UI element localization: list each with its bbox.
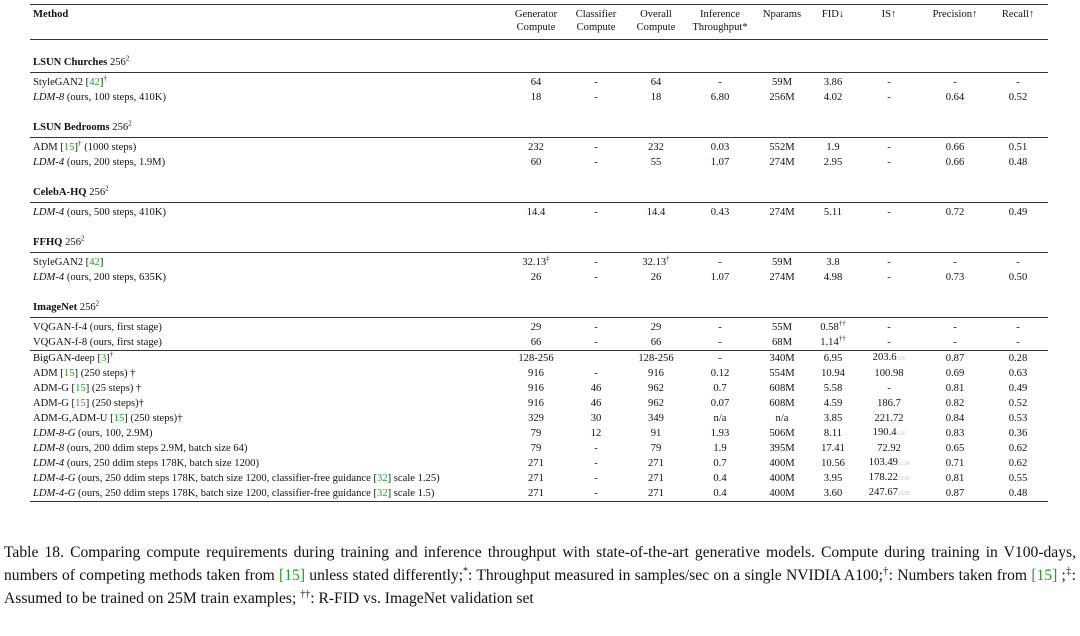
gen-compute-cell: 271 [528,473,544,484]
fid-cell: 1.9 [826,142,840,153]
fid-cell: 4.59 [823,398,843,409]
cls-compute-cell: - [594,337,598,348]
recall-cell: 0.49 [1008,383,1028,394]
gen-compute-cell: 271 [506,486,566,502]
fid-cell: 5.11 [823,207,843,218]
table-caption: Table 18. Comparing compute requirements during training and inference throughput with state-of-the-art generative models. Compute during training in V100-days, numbers of competing methods taken from [15] unless stated differently;*: Throughput measured in samples/sec on a single NVIDIA A100;†: Numbers taken from [15] ;‡: Assumed to be trained on 25M train examples; ††: R-FID vs. ImageNet validation set [4,544,1076,607]
cls-compute-cell: - [566,486,626,502]
cls-compute-cell: 30 [590,413,602,424]
overall-compute-cell: 32.13† [642,254,670,268]
overall-compute-cell: 271 [626,486,686,502]
header-method: Method [30,5,506,40]
citation-link[interactable]: [15] [1031,567,1058,584]
precision-cell: - [953,257,957,268]
recall-cell: 0.62 [1008,443,1028,454]
recall-cell: 0.63 [1008,368,1028,379]
throughput-cell: 6.80 [710,92,730,103]
throughput-cell: - [686,351,754,367]
cls-compute-cell: - [594,142,598,153]
method-cell: LDM-4 (ours, 500 steps, 410K) [33,207,167,218]
section-title: FFHQ $256^2$ [30,220,1048,253]
is-cell: - [887,257,891,268]
table-row [30,203,1048,221]
citation-link[interactable]: 3 [100,353,107,364]
overall-compute-cell: 64 [650,77,662,88]
cls-compute-cell: - [594,458,598,469]
fid-cell: 0.58†† [820,319,846,333]
citation-link[interactable]: 15 [63,142,75,153]
gen-compute-cell: 29 [530,322,542,333]
precision-cell: 0.69 [945,368,965,379]
precision-cell: 0.81 [945,383,965,394]
fid-cell: 4.02 [823,92,843,103]
fid-cell: 8.11 [823,428,843,439]
method-cell: StyleGAN2 [42]† [33,74,107,88]
overall-compute-cell: 14.4 [646,207,666,218]
nparams-cell: 608M [769,383,795,394]
throughput-cell: 1.93 [710,428,730,439]
table-row [30,486,1048,502]
cls-compute-cell: - [594,443,598,454]
nparams-cell: 68M [771,337,792,348]
gen-compute-cell: 128-256 [506,351,566,367]
is-cell: 72.92 [877,443,901,454]
nparams-cell: n/a [775,413,789,424]
citation-link[interactable]: 32 [377,473,388,484]
precision-cell: 0.87 [922,351,988,367]
method-cell: BigGAN-deep [3]† [30,351,506,367]
overall-compute-cell: 66 [650,337,662,348]
table-row [30,366,1048,381]
throughput-cell: 0.03 [710,142,730,153]
cls-compute-cell: - [594,207,598,218]
precision-cell: 0.81 [945,473,965,484]
recall-cell: 0.51 [1008,142,1028,153]
citation-link[interactable]: 32 [377,488,388,499]
fid-cell: 6.95 [810,351,856,367]
cls-compute-cell: 46 [590,383,602,394]
method-cell: ADM-G,ADM-U [15] (250 steps)† [33,413,183,424]
throughput-cell: 0.07 [710,398,730,409]
is-cell: 203.6±2.6 [856,351,922,367]
gen-compute-cell: 271 [528,458,544,469]
overall-compute-cell: 55 [650,157,662,168]
gen-compute-cell: 64 [530,77,542,88]
overall-compute-cell: 18 [650,92,662,103]
nparams-cell: 395M [769,443,795,454]
precision-cell: 0.87 [922,486,988,502]
is-cell: 221.72 [874,413,904,424]
is-cell: - [887,207,891,218]
nparams-cell: 608M [769,398,795,409]
is-cell: - [887,337,891,348]
method-cell: ADM [15]† (1000 steps) [33,139,137,153]
table-body [30,40,1048,502]
cls-compute-cell [566,351,626,367]
header-recall: Recall↑ [988,5,1048,40]
throughput-cell: 0.7 [713,458,727,469]
throughput-cell: - [718,337,722,348]
overall-compute-cell: 349 [648,413,664,424]
method-cell: LDM-4 (ours, 200 steps, 635K) [33,272,167,283]
table-row [30,318,1048,336]
gen-compute-cell: 26 [530,272,542,283]
nparams-cell: 400M [769,458,795,469]
gen-compute-cell: 32.13‡ [522,254,550,268]
std-dev-label: ±1.24 [897,461,910,467]
method-cell: LDM-4-G (ours, 250 ddim steps 178K, batch size 1200, classifier-free guidance [32] scale 1.5) [30,486,506,502]
nparams-cell: 400M [754,486,810,502]
nparams-cell: 340M [754,351,810,367]
throughput-cell: - [718,77,722,88]
gen-compute-cell: 79 [530,443,542,454]
std-dev-label: ±2.6 [896,431,906,437]
is-cell: - [887,92,891,103]
method-cell: LDM-8 (ours, 100 steps, 410K) [33,92,167,103]
table-row [30,441,1048,456]
recall-cell: 0.49 [1008,207,1028,218]
overall-compute-cell: 271 [648,458,664,469]
cls-compute-cell: - [594,368,598,379]
throughput-cell: 0.12 [710,368,730,379]
gen-compute-cell: 329 [528,413,544,424]
recall-cell: 0.36 [1008,428,1028,439]
throughput-cell: 1.9 [713,443,727,454]
is-cell: - [887,77,891,88]
cls-compute-cell: - [594,272,598,283]
throughput-cell: 0.7 [713,383,727,394]
recall-cell: 0.52 [1008,398,1028,409]
section-header-row [30,170,1048,203]
recall-cell: 0.52 [1008,92,1028,103]
precision-cell: 0.83 [945,428,965,439]
citation-link[interactable]: 15 [113,413,125,424]
throughput-cell: 0.4 [686,486,754,502]
table-row [30,381,1048,396]
table-row [30,138,1048,156]
fid-cell: 3.85 [823,413,843,424]
table-row [30,411,1048,426]
fid-cell: 2.95 [823,157,843,168]
table-row [30,351,1048,367]
header-precision: Precision↑ [922,5,988,40]
precision-cell: 0.71 [945,458,965,469]
citation-link[interactable]: 42 [89,257,100,268]
is-cell: 100.98 [874,368,904,379]
fid-cell: 17.41 [821,443,845,454]
header-is: IS↑ [856,5,922,40]
recall-cell: 0.53 [1008,413,1028,424]
nparams-cell: 59M [771,257,792,268]
method-cell: LDM-8-G (ours, 100, 2.9M) [33,428,153,439]
gen-compute-cell: 232 [528,142,544,153]
cls-compute-cell: - [594,473,598,484]
std-dev-label: ±2.43 [897,476,910,482]
method-cell: LDM-4-G (ours, 250 ddim steps 178K, batch size 1200, classifier-free guidance [32] scale 1.25) [33,473,440,484]
fid-cell: 4.98 [823,272,843,283]
gen-compute-cell: 66 [530,337,542,348]
overall-compute-cell: 91 [650,428,662,439]
section-header-row [30,105,1048,138]
overall-compute-cell: 128-256 [626,351,686,367]
is-cell: 190.4±2.6 [872,427,906,438]
overall-compute-cell: 916 [648,368,664,379]
recall-cell: 0.48 [1008,157,1028,168]
nparams-cell: 274M [769,272,795,283]
nparams-cell: 552M [769,142,795,153]
nparams-cell: 554M [769,368,795,379]
fid-cell: 10.56 [821,458,845,469]
cls-compute-cell: - [594,92,598,103]
recall-cell: 0.48 [988,486,1048,502]
recall-cell: 0.28 [988,351,1048,367]
citation-link[interactable]: 15 [75,383,86,394]
is-cell: 186.7 [877,398,901,409]
gen-compute-cell: 14.4 [526,207,546,218]
gen-compute-cell: 18 [530,92,542,103]
citation-link[interactable]: 15 [63,368,75,379]
header-classifier-compute: Classifier Compute [566,5,626,40]
nparams-cell: 256M [769,92,795,103]
precision-cell: 0.73 [945,272,965,283]
throughput-cell: 1.07 [710,157,730,168]
precision-cell: 0.65 [945,443,965,454]
cls-compute-cell: - [594,77,598,88]
overall-compute-cell: 962 [648,383,664,394]
table-row [30,73,1048,91]
table-row [30,270,1048,285]
precision-cell: - [953,337,957,348]
table-header-row [30,5,1048,40]
header-nparams: Nparams [754,5,810,40]
table-row [30,396,1048,411]
precision-cell: - [953,77,957,88]
method-cell: VQGAN-f-4 (ours, first stage) [33,322,162,333]
fid-cell: 3.86 [823,77,843,88]
section-header-row [30,285,1048,318]
nparams-cell: 55M [771,322,792,333]
is-cell: 178.22±2.43 [868,472,910,483]
table-row [30,426,1048,441]
overall-compute-cell: 962 [648,398,664,409]
gen-compute-cell: 916 [528,383,544,394]
gen-compute-cell: 60 [530,157,542,168]
citation-link[interactable]: [15] [279,567,306,584]
is-cell: - [887,157,891,168]
overall-compute-cell: 29 [650,322,662,333]
precision-cell: 0.84 [945,413,965,424]
overall-compute-cell: 232 [648,142,664,153]
precision-cell: 0.64 [945,92,965,103]
is-cell: - [887,272,891,283]
fid-cell: 1.14†† [820,335,846,348]
section-title: ImageNet $256^2$ [30,285,1048,318]
method-cell: LDM-4 (ours, 200 steps, 1.9M) [33,157,166,168]
recall-cell: - [1016,257,1020,268]
fid-cell: 10.94 [821,368,845,379]
cls-compute-cell: - [594,157,598,168]
results-table-container [30,4,1048,502]
recall-cell: 0.55 [1008,473,1028,484]
results-table [30,4,1048,502]
table-row [30,335,1048,351]
recall-cell: - [1016,322,1020,333]
section-header-row [30,220,1048,253]
citation-link[interactable]: 42 [89,77,100,88]
gen-compute-cell: 79 [530,428,542,439]
precision-cell: - [953,322,957,333]
recall-cell: - [1016,337,1020,348]
gen-compute-cell: 916 [528,398,544,409]
cls-compute-cell: 46 [590,398,602,409]
section-title: LSUN Bedrooms $256^2$ [30,105,1048,138]
method-cell: VQGAN-f-8 (ours, first stage) [33,337,162,348]
std-dev-label: ±2.6 [896,356,906,362]
recall-cell: - [1016,77,1020,88]
method-cell: ADM-G [15] (250 steps)† [33,398,144,409]
recall-cell: 0.50 [1008,272,1028,283]
table-row [30,90,1048,105]
method-cell: StyleGAN2 [42] [33,257,104,268]
fid-cell: 3.8 [826,257,840,268]
precision-cell: 0.72 [945,207,965,218]
method-cell: ADM-G [15] (25 steps) † [33,383,142,394]
throughput-cell: 0.4 [713,473,727,484]
precision-cell: 0.66 [945,142,965,153]
overall-compute-cell: 271 [648,473,664,484]
table-row [30,155,1048,170]
throughput-cell: 0.43 [710,207,730,218]
std-dev-label: ±5.59 [897,491,910,497]
section-title: CelebA-HQ $256^2$ [30,170,1048,203]
nparams-cell: 506M [769,428,795,439]
nparams-cell: 59M [771,77,792,88]
is-cell: - [887,322,891,333]
table-row [30,253,1048,271]
section-title: LSUN Churches $256^2$ [30,40,1048,73]
throughput-cell: - [718,257,722,268]
fid-cell: 3.95 [823,473,843,484]
is-cell: - [887,142,891,153]
precision-cell: 0.82 [945,398,965,409]
table-row [30,456,1048,471]
is-cell: 103.49±1.24 [868,457,910,468]
fid-cell: 3.60 [810,486,856,502]
throughput-cell: n/a [713,413,727,424]
nparams-cell: 274M [769,207,795,218]
precision-cell: 0.66 [945,157,965,168]
header-inference-throughput: Inference Throughput* [686,5,754,40]
gen-compute-cell: 916 [528,368,544,379]
nparams-cell: 400M [769,473,795,484]
recall-cell: 0.62 [1008,458,1028,469]
fid-cell: 5.58 [823,383,843,394]
overall-compute-cell: 79 [650,443,662,454]
nparams-cell: 274M [769,157,795,168]
is-cell: - [887,383,891,394]
throughput-cell: 1.07 [710,272,730,283]
method-cell: ADM [15] (250 steps) † [33,368,136,379]
cls-compute-cell: - [594,322,598,333]
header-generator-compute: Generator Compute [506,5,566,40]
is-cell: 247.67±5.59 [856,486,922,502]
method-cell: LDM-4 (ours, 250 ddim steps 178K, batch size 1200) [33,458,259,469]
method-cell: LDM-8 (ours, 200 ddim steps 2.9M, batch size 64) [33,443,248,454]
citation-link[interactable]: 15 [75,398,86,409]
cls-compute-cell: 12 [590,428,602,439]
overall-compute-cell: 26 [650,272,662,283]
cls-compute-cell: - [594,257,598,268]
throughput-cell: - [718,322,722,333]
section-header-row [30,40,1048,73]
table-row [30,471,1048,486]
header-overall-compute: Overall Compute [626,5,686,40]
header-fid: FID↓ [810,5,856,40]
